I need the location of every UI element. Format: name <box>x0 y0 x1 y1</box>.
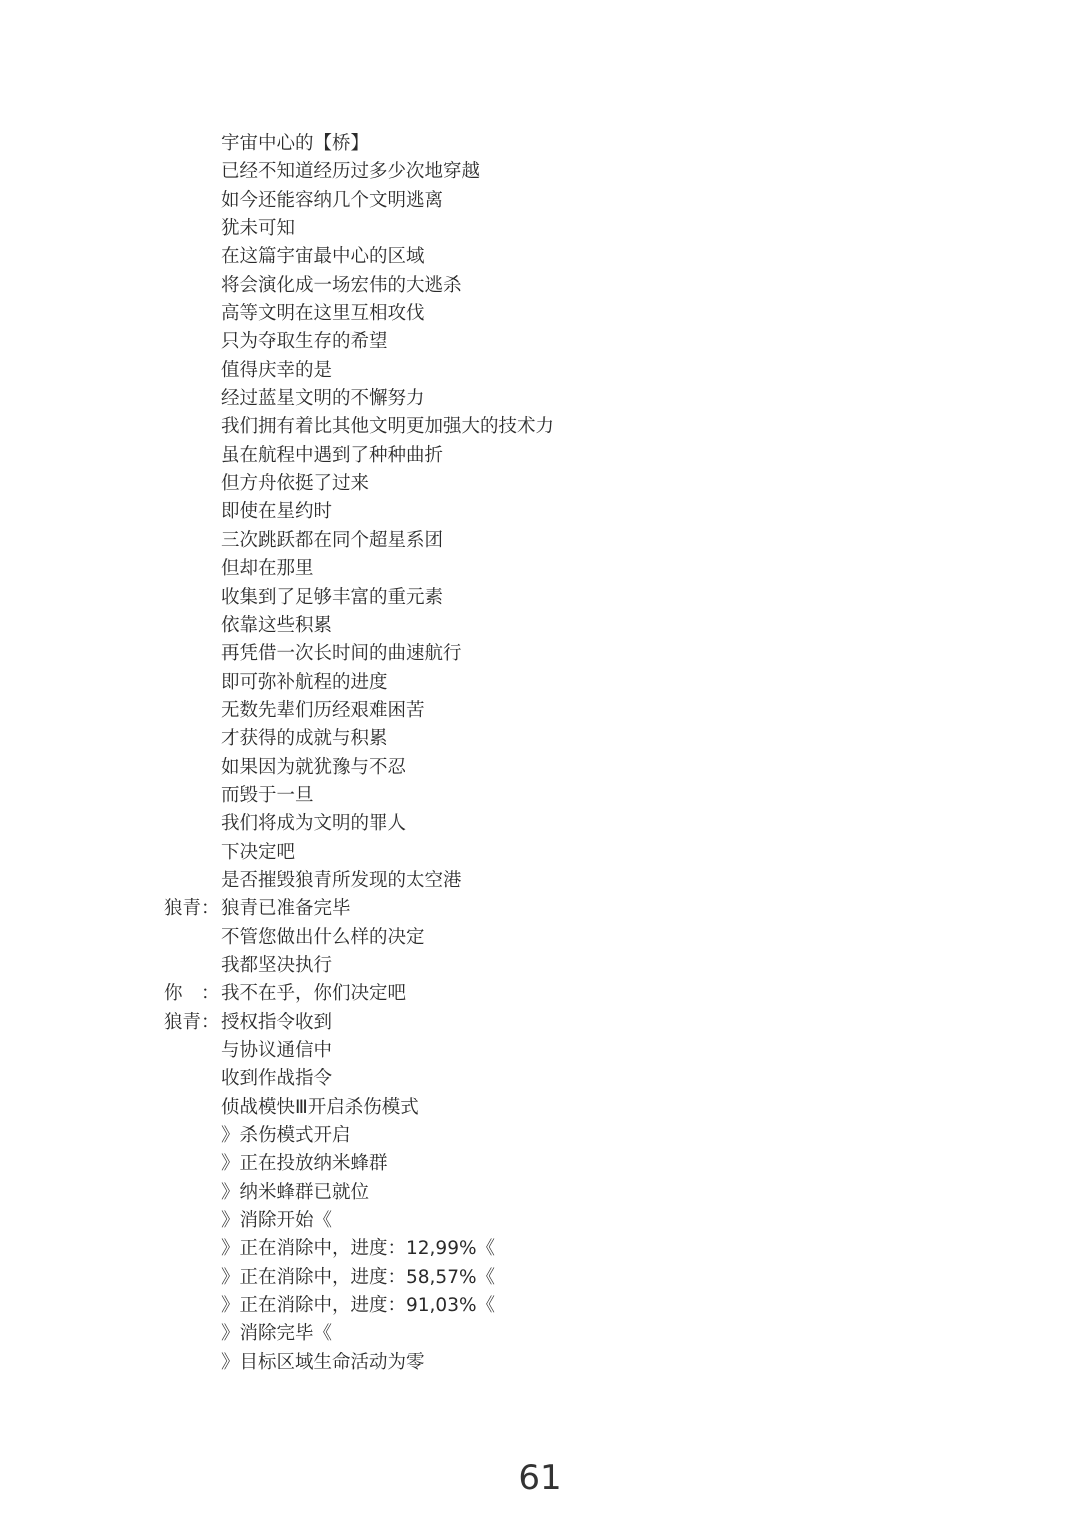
speaker-label <box>164 1065 221 1093</box>
speaker-label <box>164 1150 221 1178</box>
script-line <box>164 385 984 413</box>
line-text: 狼青已准备完毕 <box>221 898 351 920</box>
line-text: 经过蓝星文明的不懈努力 <box>221 388 425 410</box>
script-line <box>164 810 984 838</box>
line-text: 依靠这些积累 <box>221 614 333 636</box>
page-number: 61 <box>518 1458 562 1498</box>
script-line <box>164 980 984 1008</box>
line-text: 再凭借一次长时间的曲速航行 <box>221 643 462 665</box>
script-line <box>164 1037 984 1065</box>
line-text: 侦战模快Ⅲ开启杀伤模式 <box>221 1096 419 1118</box>
speaker-label <box>164 584 221 612</box>
script-line <box>164 1235 984 1263</box>
speaker-label <box>164 1122 221 1150</box>
speaker-label: 狼青： <box>164 898 220 920</box>
speaker-label <box>164 924 221 952</box>
script-line <box>164 1150 984 1178</box>
line-text: 宇宙中心的【桥】 <box>221 133 370 154</box>
line-text: 只为夺取生存的希望 <box>221 331 388 353</box>
line-text: 我们拥有着比其他文明更加强大的技术力 <box>221 416 555 438</box>
speaker-label <box>164 1235 221 1263</box>
speaker-label <box>164 1292 221 1320</box>
speaker-label <box>164 1349 221 1377</box>
line-text: 授权指令收到 <box>221 1011 333 1033</box>
line-text: 无数先辈们历经艰难困苦 <box>221 699 425 721</box>
speaker-label <box>164 328 221 356</box>
script-line <box>164 1320 984 1348</box>
speaker-label <box>164 612 221 640</box>
script-lines <box>164 130 984 1377</box>
line-text: 是否摧毁狼青所发现的太空港 <box>221 869 462 891</box>
speaker-label <box>164 442 221 470</box>
script-line <box>164 1094 984 1122</box>
line-text: 》正在消除中，进度：91,03%《 <box>221 1295 496 1317</box>
script-line <box>164 725 984 753</box>
speaker-label <box>164 243 221 271</box>
line-text: 已经不知道经历过多少次地穿越 <box>221 161 481 183</box>
line-text: 》正在投放纳米蜂群 <box>221 1153 388 1175</box>
speaker-label <box>164 810 221 838</box>
line-text: 即可弥补航程的进度 <box>221 671 388 693</box>
speaker-label <box>164 357 221 385</box>
line-text: 如果因为就犹豫与不忍 <box>221 756 407 778</box>
line-text: 与协议通信中 <box>221 1040 333 1061</box>
line-text: 不管您做出什么样的决定 <box>221 926 425 948</box>
speaker-label <box>164 669 221 697</box>
line-text: 收到作战指令 <box>221 1068 333 1090</box>
script-line <box>164 215 984 243</box>
line-text: 才获得的成就与积累 <box>221 728 388 750</box>
script-line <box>164 527 984 555</box>
script-line <box>164 470 984 498</box>
line-text: 我不在乎，你们决定吧 <box>221 983 407 1005</box>
script-line <box>164 839 984 867</box>
script-line <box>164 697 984 725</box>
script-line <box>164 1009 984 1037</box>
line-text: 我都坚决执行 <box>221 954 333 976</box>
script-line <box>164 1207 984 1235</box>
speaker-label <box>164 385 221 413</box>
line-text: 虽在航程中遇到了种种曲折 <box>221 444 444 466</box>
script-line <box>164 669 984 697</box>
speaker-label <box>164 272 221 300</box>
speaker-label <box>164 130 221 158</box>
script-line <box>164 357 984 385</box>
script-line <box>164 895 984 923</box>
line-text: 》杀伤模式开启 <box>221 1125 351 1147</box>
line-text: 值得庆幸的是 <box>221 359 333 381</box>
script-line <box>164 1349 984 1377</box>
script-line <box>164 640 984 668</box>
line-text: 犹未可知 <box>221 218 296 240</box>
script-line <box>164 1179 984 1207</box>
line-text: 下决定吧 <box>221 841 296 863</box>
speaker-label: 你 ： <box>164 983 220 1005</box>
line-text: 收集到了足够丰富的重元素 <box>221 586 444 608</box>
script-line <box>164 584 984 612</box>
script-line <box>164 243 984 271</box>
speaker-label <box>164 640 221 668</box>
speaker-label <box>164 782 221 810</box>
speaker-label <box>164 952 221 980</box>
speaker-label <box>164 1037 221 1065</box>
script-line <box>164 867 984 895</box>
speaker-label <box>164 215 221 243</box>
speaker-label <box>164 697 221 725</box>
script-line <box>164 1292 984 1320</box>
line-text: 而毁于一旦 <box>221 784 314 806</box>
speaker-label <box>164 555 221 583</box>
line-text: 在这篇宇宙最中心的区域 <box>221 246 425 268</box>
speaker-label <box>164 470 221 498</box>
script-line <box>164 754 984 782</box>
line-text: 》纳米蜂群已就位 <box>221 1181 370 1203</box>
speaker-label <box>164 158 221 186</box>
line-text: 但却在那里 <box>221 558 314 580</box>
script-line <box>164 555 984 583</box>
line-text: 》正在消除中，进度：12,99%《 <box>221 1238 496 1260</box>
speaker-label <box>164 754 221 782</box>
script-line <box>164 1065 984 1093</box>
speaker-label <box>164 867 221 895</box>
script-line <box>164 498 984 526</box>
script-line <box>164 612 984 640</box>
speaker-label <box>164 300 221 328</box>
script-line <box>164 952 984 980</box>
script-line <box>164 924 984 952</box>
line-text: 我们将成为文明的罪人 <box>221 813 407 835</box>
speaker-label <box>164 1264 221 1292</box>
line-text: 三次跳跃都在同个超星系团 <box>221 529 444 551</box>
script-line <box>164 272 984 300</box>
speaker-label <box>164 1320 221 1348</box>
script-line <box>164 187 984 215</box>
speaker-label <box>164 725 221 753</box>
script-line <box>164 130 984 158</box>
script-line <box>164 1122 984 1150</box>
script-line <box>164 782 984 810</box>
script-line <box>164 1264 984 1292</box>
script-line <box>164 413 984 441</box>
line-text: 》正在消除中，进度：58,57%《 <box>221 1266 496 1288</box>
speaker-label <box>164 1179 221 1207</box>
script-line <box>164 328 984 356</box>
line-text: 》目标区域生命活动为零 <box>221 1351 425 1373</box>
speaker-label <box>164 1207 221 1235</box>
script-line <box>164 442 984 470</box>
speaker-label <box>164 413 221 441</box>
line-text: 》消除开始《 <box>221 1210 333 1232</box>
speaker-label <box>164 527 221 555</box>
line-text: 》消除完毕《 <box>221 1323 333 1345</box>
script-line <box>164 158 984 186</box>
speaker-label: 狼青： <box>164 1011 220 1033</box>
line-text: 将会演化成一场宏伟的大逃杀 <box>221 274 462 296</box>
line-text: 高等文明在这里互相攻伐 <box>221 303 425 325</box>
speaker-label <box>164 498 221 526</box>
speaker-label <box>164 839 221 867</box>
line-text: 如今还能容纳几个文明逃离 <box>221 189 444 211</box>
speaker-label <box>164 187 221 215</box>
speaker-label <box>164 1094 221 1122</box>
line-text: 即使在星约时 <box>221 501 333 523</box>
script-line <box>164 300 984 328</box>
line-text: 但方舟依挺了过来 <box>221 473 370 495</box>
